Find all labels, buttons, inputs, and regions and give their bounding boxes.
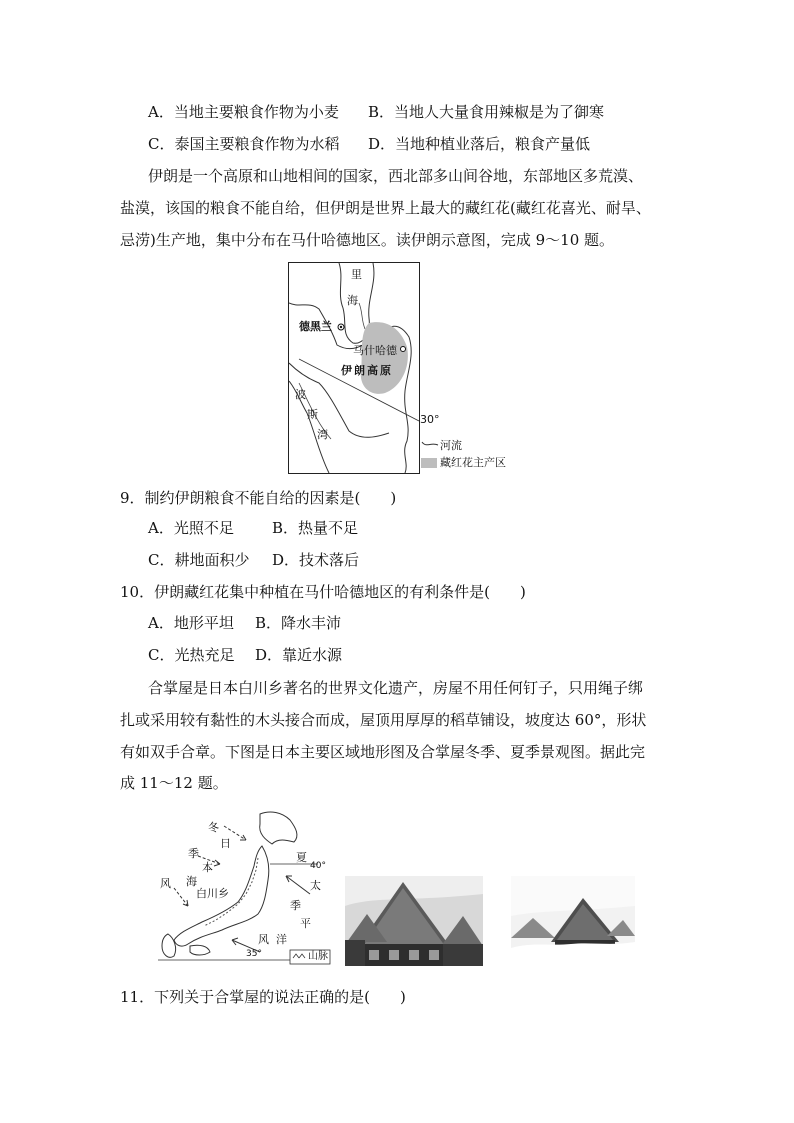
- map-label-gulf-1: 波: [295, 388, 306, 401]
- japan-map: [150, 806, 332, 966]
- passage-iran-line-2: 盐漠，该国的粮食不能自给，但伊朗是世界上最大的藏红花(藏红花喜光、耐旱、: [120, 199, 651, 217]
- jp-label-wind-2: 风: [258, 933, 269, 946]
- saffron-legend-swatch: [421, 458, 437, 468]
- map-label-mashhad: 马什哈德: [353, 344, 397, 357]
- jp-label-summer-1: 夏: [296, 851, 307, 864]
- passage-iran-line-1: 伊朗是一个高原和山地相间的国家，西北部多山间谷地，东部地区多荒漠、: [148, 167, 644, 185]
- q8-option-a: A．当地主要粮食作物为小麦: [148, 103, 339, 121]
- jp-label-shirakawa: 白川乡: [196, 887, 229, 900]
- map-label-caspian-1: 里: [351, 268, 362, 281]
- q9-option-c: C．耕地面积少: [148, 551, 250, 569]
- jp-label-lat-35: 35°: [246, 949, 262, 959]
- q10-option-c: C．光热充足: [148, 646, 235, 664]
- map-label-lat-30: 30°: [420, 413, 440, 426]
- jp-label-season-2: 本: [202, 861, 213, 874]
- passage-japan-line-3: 有如双手合章。下图是日本主要区域地形图及合掌屋冬季、夏季景观图。据此完: [120, 743, 646, 761]
- jp-label-pacific-2: 平: [300, 917, 311, 930]
- map-label-gulf-2: 斯: [307, 408, 318, 421]
- jp-legend-mountain: 山脉: [308, 951, 328, 962]
- gassho-summer-photo: [345, 876, 483, 966]
- japan-map-drawing: [150, 806, 332, 966]
- gassho-summer-illustration: [345, 876, 483, 966]
- q10-stem: 10．伊朗藏红花集中种植在马什哈德地区的有利条件是( ): [120, 583, 526, 601]
- jp-label-winter-1: 冬: [208, 821, 219, 834]
- q11-stem: 11．下列关于合掌屋的说法正确的是( ): [120, 988, 406, 1006]
- legend-river: 河流: [440, 439, 462, 452]
- iran-map: [288, 262, 420, 474]
- q8-option-b: B．当地人大量食用辣椒是为了御寒: [368, 103, 605, 121]
- q9-option-d: D．技术落后: [272, 551, 360, 569]
- jp-label-sea: 海: [186, 875, 197, 888]
- passage-japan-line-4: 成 11～12 题。: [120, 774, 228, 792]
- jp-label-pacific-1: 太: [310, 879, 321, 892]
- q9-stem: 9．制约伊朗粮食不能自给的因素是( ): [120, 489, 397, 507]
- q8-option-c: C．泰国主要粮食作物为水稻: [148, 135, 340, 153]
- jp-label-lat-40: 40°: [310, 861, 326, 871]
- jp-label-winter-2: 日: [220, 837, 231, 850]
- gassho-winter-illustration: [511, 876, 635, 966]
- jp-label-wind-1: 风: [160, 877, 171, 890]
- q10-option-b: B．降水丰沛: [255, 614, 342, 632]
- gassho-winter-photo: [511, 876, 635, 966]
- passage-iran-line-3: 忌涝)生产地，集中分布在马什哈德地区。读伊朗示意图，完成 9～10 题。: [120, 231, 615, 249]
- map-label-caspian-2: 海: [347, 294, 358, 307]
- q10-option-a: A．地形平坦: [148, 614, 234, 632]
- q9-option-b: B．热量不足: [272, 519, 359, 537]
- jp-label-ocean: 洋: [276, 933, 287, 946]
- map-label-plateau: 伊朗高原: [341, 364, 393, 377]
- q10-option-d: D．靠近水源: [255, 646, 343, 664]
- jp-label-summer-2: 季: [290, 899, 301, 912]
- river-legend-icon: [421, 440, 439, 450]
- passage-japan-line-2: 扎或采用较有黏性的木头接合而成，屋顶用厚厚的稻草铺设，坡度达 60°，形状: [120, 711, 647, 729]
- q8-option-d: D．当地种植业落后，粮食产量低: [368, 135, 591, 153]
- q9-option-a: A．光照不足: [148, 519, 234, 537]
- saffron-area: [361, 322, 408, 394]
- jp-label-season-1: 季: [188, 847, 199, 860]
- map-label-tehran: 德黑兰: [299, 320, 332, 333]
- passage-japan-line-1: 合掌屋是日本白川乡著名的世界文化遗产，房屋不用任何钉子，只用绳子绑: [148, 679, 644, 697]
- legend-saffron: 藏红花主产区: [440, 456, 506, 469]
- map-label-gulf-3: 湾: [317, 428, 328, 441]
